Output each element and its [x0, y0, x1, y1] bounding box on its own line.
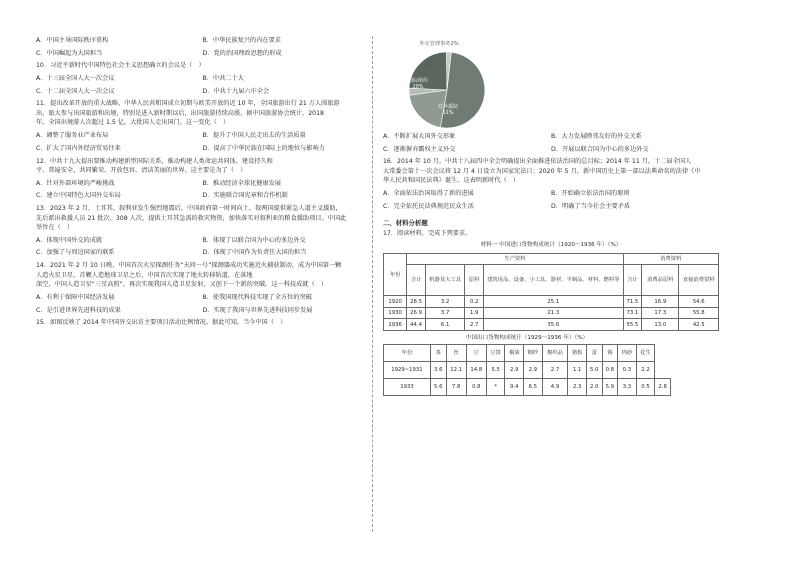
import-table	[383, 253, 719, 331]
table1-sub-cons-raw: 消费品原料	[642, 265, 679, 296]
table2-cell: 5.5	[486, 362, 505, 379]
table2-cell: 5.9	[602, 379, 618, 396]
table1-cell: 13.0	[642, 319, 679, 331]
table2-header-cell: 丝	[446, 345, 466, 362]
table1-header-production: 生产资料	[407, 253, 623, 265]
table2-cell: 0.5	[636, 379, 655, 396]
table2-header-cell: 年份	[384, 345, 431, 362]
export-table	[383, 344, 671, 396]
q11-options-row1	[36, 131, 369, 141]
q10-option-d[interactable]: D．中共十九届六中全会	[202, 87, 270, 95]
table1-row	[384, 319, 719, 331]
table2-header-cell: 豆饼	[486, 345, 505, 362]
table2-cell: *	[486, 379, 505, 396]
table2-cell: 3.6	[430, 362, 446, 379]
table1-sub-raw: 原料	[465, 265, 484, 296]
table2-cell: 12.1	[446, 362, 466, 379]
table2-cell: 0.3	[618, 362, 637, 379]
table2-cell: 14.8	[466, 362, 486, 379]
table2-cell: 0.8	[602, 362, 618, 379]
q14-option-d[interactable]: D．实现了我国与世界先进科技同步发展	[202, 306, 313, 314]
table1-cell: 6.1	[425, 319, 465, 331]
q9-option-d[interactable]: D．党的治国理政思想的形成	[202, 49, 282, 57]
table2-header-cell: 茶	[430, 345, 446, 362]
table1-cell: 25.1	[484, 296, 624, 308]
table1-header-consumption: 消费资料	[623, 253, 718, 265]
table1-cell: 16.9	[642, 296, 679, 308]
table1-cell: 1936	[384, 319, 407, 331]
table1-row	[384, 307, 719, 319]
pie-label-aid-name: 对外援助	[437, 104, 458, 110]
q13-option-b[interactable]: B．体现了以联合国为中心的多边外交	[202, 236, 306, 244]
pie-label-intl-pct: 20%	[412, 84, 424, 90]
table2-cell: 1933	[384, 379, 431, 396]
table2-cell: 5.6	[430, 379, 446, 396]
q16-option-b[interactable]: B．开始确立依法治国的原则	[551, 190, 630, 198]
pie-chart	[387, 38, 507, 130]
q14-option-c[interactable]: C．是引进世界先进科技的成果	[36, 306, 121, 314]
table1-cell: 35.6	[484, 319, 624, 331]
table2-cell: 3.3	[618, 379, 637, 396]
q14-option-b[interactable]: B．使我国现代科技实现了全方位的突破	[202, 293, 312, 301]
table1-sub-machinery: 机器及大工具	[425, 265, 465, 296]
q13-stem-line1: 13．2023 年 2 月，土耳其、叙利亚发生强烈地震后，中国政府第一时间向土、叙两国提供紧急人道主义援助，	[36, 205, 342, 213]
q10-stem: 10．习近平新时代中国特色社会主义思想确立的会议是（ ）	[36, 62, 205, 70]
q13-options-row2	[36, 248, 369, 258]
q11-option-c[interactable]: C．扩大了国内外经济贸易往来	[36, 144, 121, 152]
right-column	[383, 38, 719, 396]
q9-option-c[interactable]: C．中国崛起为大国担当	[36, 49, 103, 57]
table2-cell: 2.0	[586, 379, 602, 396]
table1-cell: 2.7	[465, 319, 484, 331]
q11-stem-line3: 年，全国出境游人次超过 1.5 亿，大批国人走出国门。这一变化（ ）	[36, 119, 230, 127]
q11-stem-line2: 出，旅大参与出国旅游和出境，特别是进入新时期以后，出国旅游持续高涨，据中国旅游协会统计，2018	[36, 109, 324, 117]
table1-row	[384, 296, 719, 308]
table1-cell: 1.9	[465, 307, 484, 319]
column-divider	[372, 36, 373, 532]
table2-cell: 5.0	[586, 362, 602, 379]
table2-cell: 2.3	[568, 379, 587, 396]
table2-header-row	[384, 345, 671, 362]
left-column	[36, 36, 369, 328]
table2-cell: 2.9	[505, 362, 524, 379]
q16-stem-line1: 16．2014 年 10 月，中共十八届四中全会明确提出全面推进依法治国的总目标；2014 年 11 月，十二届全国人	[383, 158, 692, 166]
table1-cell: 42.5	[679, 319, 719, 331]
q16-option-c[interactable]: C．完全依托民法典规范民众生活	[383, 202, 474, 210]
table1-sub-direct: 直接消费资料	[679, 265, 719, 296]
q11-option-a[interactable]: A．调整了服务业产业布局	[36, 132, 109, 140]
table2-cell: 4.9	[542, 379, 568, 396]
table1-cell: 1930	[384, 307, 407, 319]
table1-header-year: 年份	[384, 253, 407, 296]
q11-option-d[interactable]: D．提高了中华民族在国际上的地位与影响力	[202, 144, 325, 152]
pie-label-intl	[405, 78, 431, 90]
q13-stem-line2: 先后派出救援人员 21 批次、308 人次，提供土耳其急需的救灾物资，加快落实对叙利亚的粮食援助项目。中国此	[36, 214, 347, 222]
q14-stem-line2: 人造火星卫星，首颗人造地球卫星之后，中国首次实现了地火转移轨道，在落地	[36, 271, 253, 279]
table1-cell: 17.3	[642, 307, 679, 319]
table1-caption: 材料一 中国进口货物构成统计（1920～1936 年）（%）	[480, 242, 622, 249]
q12-options-row1	[36, 179, 369, 189]
table1-sub-total2: 合计	[623, 265, 642, 296]
q11-options-row2	[36, 144, 369, 154]
table2-header-cell: 棉织品	[542, 345, 568, 362]
section-heading: 二、材料分析题	[383, 219, 428, 228]
q10-option-b[interactable]: B．中共二十大	[202, 75, 244, 83]
table1-subheader-row	[384, 265, 719, 296]
q13-option-d[interactable]: D．体现了中国作为负责任大国的担当	[202, 249, 307, 257]
q13-options-row1	[36, 236, 369, 246]
q9-options-row1	[36, 36, 369, 46]
q9-option-a[interactable]: A．中国主导国际秩序重构	[36, 37, 109, 44]
table1-cell: 54.6	[679, 296, 719, 308]
pie-label-aid-pct: 51%	[442, 110, 454, 116]
table1-cell: 28.5	[407, 296, 426, 308]
table1-cell: 3.2	[425, 296, 465, 308]
q16-option-a[interactable]: A．全面依法治国取得了新的进展	[383, 190, 474, 198]
q9-option-b[interactable]: B．中华民族复兴的内在要求	[202, 37, 281, 44]
table1-cell: 73.1	[623, 307, 642, 319]
q12-stem-line2: 平、普遍安全、共同繁荣、开放包容、清洁美丽的世界。这主要是为了（ ）	[36, 167, 247, 174]
q15-option-b[interactable]: B．大力发展睦邻友好的外交关系	[551, 133, 642, 140]
q10-option-c[interactable]: C．十二届全国人大一次会议	[36, 87, 115, 95]
q12-option-c[interactable]: C．建立中国特色大国外交布局	[36, 192, 121, 200]
q12-stem-line1: 12．中共十九大提出要推动构建新型国际关系，推动构建人类命运共同体，建设持久和	[36, 157, 273, 165]
q13-option-a[interactable]: A．体现中国外交的成就	[36, 236, 103, 244]
table2-cell: 2.9	[524, 362, 543, 379]
table1-cell: 71.5	[623, 296, 642, 308]
table1-cell: 0.2	[465, 296, 484, 308]
table2-header-cell: 豆	[466, 345, 486, 362]
table2-cell: 2.8	[655, 379, 671, 396]
table1-cell: 3.7	[425, 307, 465, 319]
q11-stem-line1: 11．提出改革开放的重大战略，中华人民共和国成立初期与欧美开放的近 10 年，全国旅游出行 21 万人围旅游	[36, 100, 340, 108]
table2-row	[384, 379, 671, 396]
q14-options-row2	[36, 306, 369, 316]
q9-options-row2	[36, 49, 369, 59]
table1-cell: 26.9	[407, 307, 426, 319]
q16-option-d[interactable]: D．明确了当今社会主要矛盾	[551, 202, 631, 210]
q16-options-row1	[383, 189, 719, 199]
table2-cell: 2.2	[636, 362, 655, 379]
pie-label-intl-name: 国际组织	[407, 78, 428, 84]
table2-cell: 1929~1931	[384, 362, 431, 379]
q12-option-d[interactable]: D．实施联合国宪章和合作机制	[202, 192, 288, 200]
pie-title: 外交管理事务2%	[419, 41, 459, 47]
q12-options-row2	[36, 191, 369, 201]
table1-sub-total: 合计	[407, 265, 426, 296]
table2-cell: 0.8	[466, 379, 486, 396]
q15-option-d[interactable]: D．开展以联合国为中心的多边外交	[551, 145, 649, 153]
q16-stem-line3: 华人民共和国民法典》诞生。这表明新时代（ ）	[383, 177, 520, 185]
table2-header-cell: 蛋	[586, 345, 602, 362]
q16-options-row2	[383, 202, 719, 212]
q10-option-a[interactable]: A．十三届全国人大一次会议	[36, 75, 115, 83]
table2-cell: 7.8	[446, 379, 466, 396]
q17-stem: 17．阅读材料，完成下列要求。	[383, 229, 472, 237]
q13-stem-line3: 举旨在（ ）	[36, 224, 74, 232]
table1-sub-building: 建筑用品、设备、小工具、器材、半制品、材料、燃料等	[484, 265, 624, 296]
table2-cell: 6.5	[524, 379, 543, 396]
q10-options-row1	[36, 74, 369, 84]
table2-header-cell: 猪鬃	[568, 345, 587, 362]
table2-cell: 1.1	[568, 362, 587, 379]
pie-label-other: 其他	[424, 62, 435, 68]
q11-option-b[interactable]: B．提升了中国人民走出去的生活质量	[202, 132, 306, 140]
table2-caption: 中国出口货物构成统计（1929～1936 年）（%）	[465, 334, 589, 341]
table2-header-cell: 锡	[602, 345, 618, 362]
q13-option-c[interactable]: C．加强了与周边国家的联系	[36, 249, 115, 257]
q15-options-row1	[383, 132, 719, 142]
q14-options-row1	[36, 293, 369, 303]
q15-option-c[interactable]: C．逐渐摒弃霸权主义外交	[383, 145, 456, 153]
pie-label-aid	[433, 104, 463, 116]
table2-header-cell: 棉纱	[524, 345, 543, 362]
table2-cell: 9.4	[505, 379, 524, 396]
q12-option-a[interactable]: A．针对外部环境的严峻挑战	[36, 179, 115, 187]
table2-row	[384, 362, 671, 379]
table1-cell: 55.8	[679, 307, 719, 319]
table2-header-cell: 桐油	[505, 345, 524, 362]
table1-header-row	[384, 253, 719, 265]
q10-options-row2	[36, 87, 369, 97]
q15-option-a[interactable]: A．不断扩展大国外交形象	[383, 133, 456, 140]
q14-stem-line1: 14．2021 年 2 月 10 日晚，中国首次火星探测任务“天问一号”探测器成功实施近火捕获制动，成为中国第一颗	[36, 262, 342, 270]
q12-option-b[interactable]: B．推动经济全球化健康发展	[202, 179, 281, 187]
table1-cell: 21.3	[484, 307, 624, 319]
q14-option-a[interactable]: A．有利于保障中国经济发展	[36, 293, 115, 301]
table1-cell: 55.5	[623, 319, 642, 331]
q15-options-row2	[383, 145, 719, 155]
q16-stem-line2: 大常委会第十一次会议将 12 月 4 日设立为国家宪法日；2020 年 5 月，新中国历史上第一部以法典命名的法律《中	[383, 167, 701, 175]
table1-cell: 44.4	[407, 319, 426, 331]
q14-stem-line3: 深空，中国人造卫星“三星高照”，再次实现我国人造卫星发射，又创下一个新的突破。这一科技成就（ ）	[36, 281, 328, 289]
table2-cell: 2.7	[542, 362, 568, 379]
q15-stem: 15．如图反映了 2014 年中国外交出访主要项目活动比例情况。据此可知，当今中国（ ）	[36, 319, 287, 327]
table2-header-cell: 花生	[636, 345, 655, 362]
table1-cell: 1920	[384, 296, 407, 308]
table2-header-cell: 钨砂	[618, 345, 637, 362]
